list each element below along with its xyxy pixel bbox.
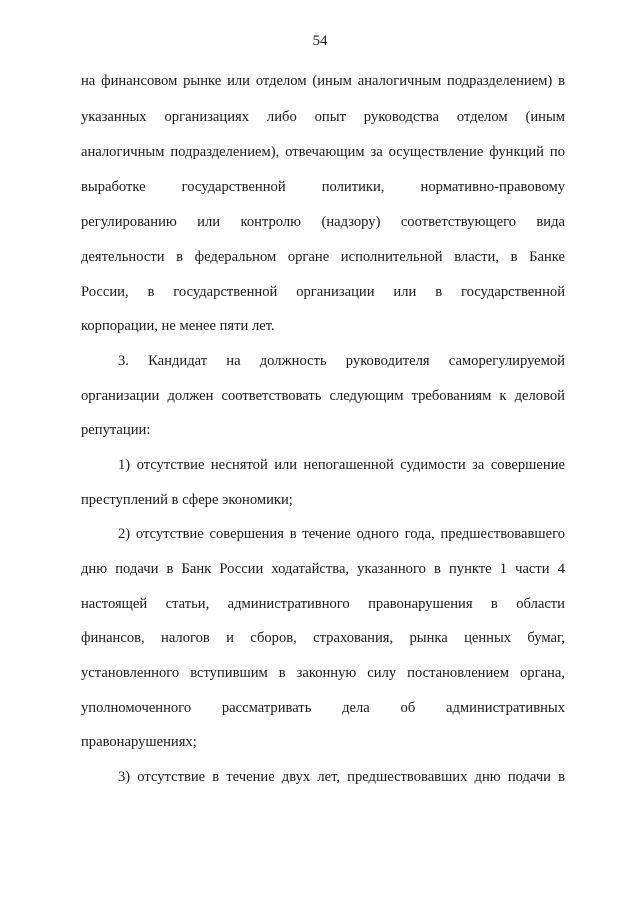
- page-number: 54: [312, 33, 328, 49]
- paragraph-start-line: 3. Кандидат на должность руководителя саморегулируемой: [118, 353, 565, 369]
- paragraph-start-line: 1) отсутствие неснятой или непогашенной судимости за совершение: [118, 457, 565, 473]
- text-line: преступлений в сфере экономики;: [81, 492, 293, 508]
- paragraph-start-line: 2) отсутствие совершения в течение одного года, предшествовавшего: [118, 526, 565, 542]
- text-line: России, в государственной организации или в государственной: [81, 284, 565, 300]
- text-line: на финансовом рынке или отделом (иным аналогичным подразделением) в: [81, 73, 565, 89]
- text-line: установленного вступившим в законную силу постановлением органа,: [81, 665, 565, 681]
- text-line: дню подачи в Банк России ходатайства, указанного в пункте 1 части 4: [81, 561, 565, 577]
- paragraph-start-line: 3) отсутствие в течение двух лет, предшествовавших дню подачи в: [118, 769, 565, 785]
- text-line: регулированию или контролю (надзору) соответствующего вида: [81, 214, 565, 230]
- text-line: репутации:: [81, 422, 151, 438]
- text-line: финансов, налогов и сборов, страхования, рынка ценных бумаг,: [81, 630, 565, 646]
- text-line: организации должен соответствовать следующим требованиям к деловой: [81, 388, 565, 404]
- text-line: корпорации, не менее пяти лет.: [81, 318, 275, 334]
- text-line: правонарушениях;: [81, 734, 197, 750]
- text-line: выработке государственной политики, нормативно-правовому: [81, 179, 565, 195]
- text-line: деятельности в федеральном органе исполнительной власти, в Банке: [81, 249, 565, 265]
- text-line: настоящей статьи, административного правонарушения в области: [81, 596, 565, 612]
- text-line: аналогичным подразделением), отвечающим за осуществление функций по: [81, 144, 565, 160]
- text-line: указанных организациях либо опыт руководства отделом (иным: [81, 109, 565, 125]
- text-line: уполномоченного рассматривать дела об административных: [81, 700, 565, 716]
